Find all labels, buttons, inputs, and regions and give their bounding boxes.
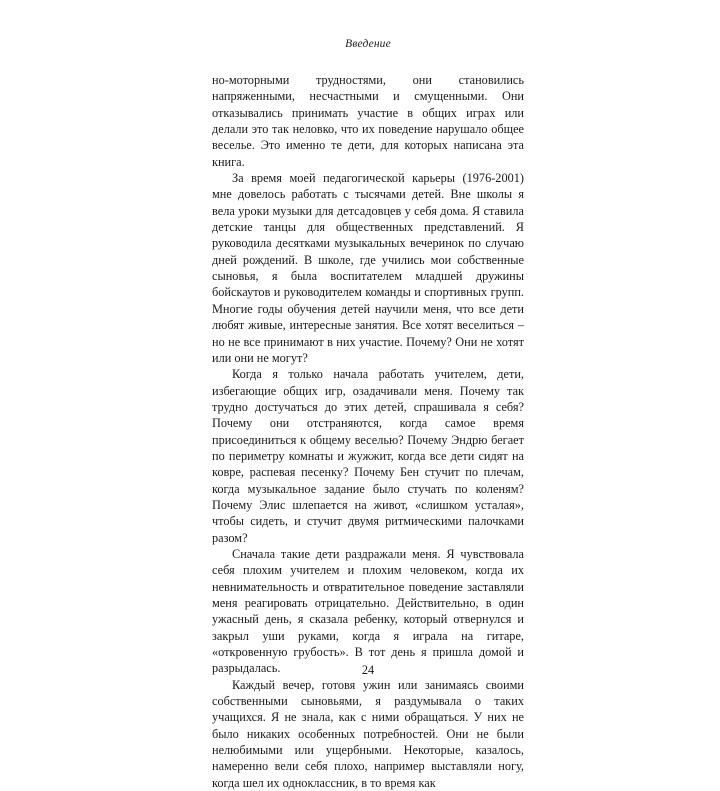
page-number: 24 bbox=[361, 663, 375, 677]
running-head: Введение bbox=[345, 38, 391, 50]
paragraph: но-моторными трудностями, они становились напряженными, несчастными и смущенными. Они отказывались принимать участие в общих играх или делали это так неловко, что их поведение нарушало общее веселье. Это именно те дети, для которых написана эта книга. bbox=[212, 73, 524, 169]
paragraph: За время моей педагогической карьеры (1976-2001) мне довелось работать с тысячами детей. Вне школы я вела уроки музыки для детсадовцев у себя дома. Я ставила детские танцы для общественных представлений. Я руководила десятками музыкальных вечеринок по случаю дней рождений. В школе, где учились мои собственные сыновья, я была воспитателем младшей дружины бойскаутов и руководителем команды и спортивных групп. Многие годы обучения детей научили меня, что все дети любят живые, интересные занятия. Все хотят веселиться – но не все принимают в них участие. Почему? Они не хотят или они не могут? bbox=[212, 171, 524, 365]
body-text-block bbox=[212, 72, 524, 791]
paragraph: Когда я только начала работать учителем, дети, избегающие общих игр, озадачивали меня. Почему так трудно достучаться до этих детей, спрашивала я себя? Почему они отстраняются, когда самое время присоединиться к общему веселью? Почему Эндрю бегает по периметру комнаты и жужжит, когда все дети сидят на ковре, распевая песенку? Почему Бен стучит по плечам, когда музыкальное задание было стучать по коленям? Почему Элис шлепается на живот, «слишком усталая», чтобы сидеть, и стучит двумя ритмическими палочками разом? bbox=[212, 367, 524, 545]
paragraph: Каждый вечер, готовя ужин или занимаясь своими собственными сыновьями, я раздумывала о таких учащихся. Я не знала, как с ними обращаться. У них не было никаких особенных потребностей. Они не были нелюбимыми или ущербными. Некоторые, казалось, намеренно вели себя плохо, например выставляли ногу, когда шел их одноклассник, в то время как bbox=[212, 677, 524, 790]
paragraph: Сначала такие дети раздражали меня. Я чувствовала себя плохим учителем и плохим человеком, когда их невнимательность и отвратительное поведение заставляли меня реагировать отрицательно. Действительно, в один ужасный день, я сказала ребенку, который отвернулся и закрыл уши руками, когда я играла на гитаре, «откровенную грубость». В тот день я пришла домой и разрыдалась. bbox=[212, 546, 524, 676]
